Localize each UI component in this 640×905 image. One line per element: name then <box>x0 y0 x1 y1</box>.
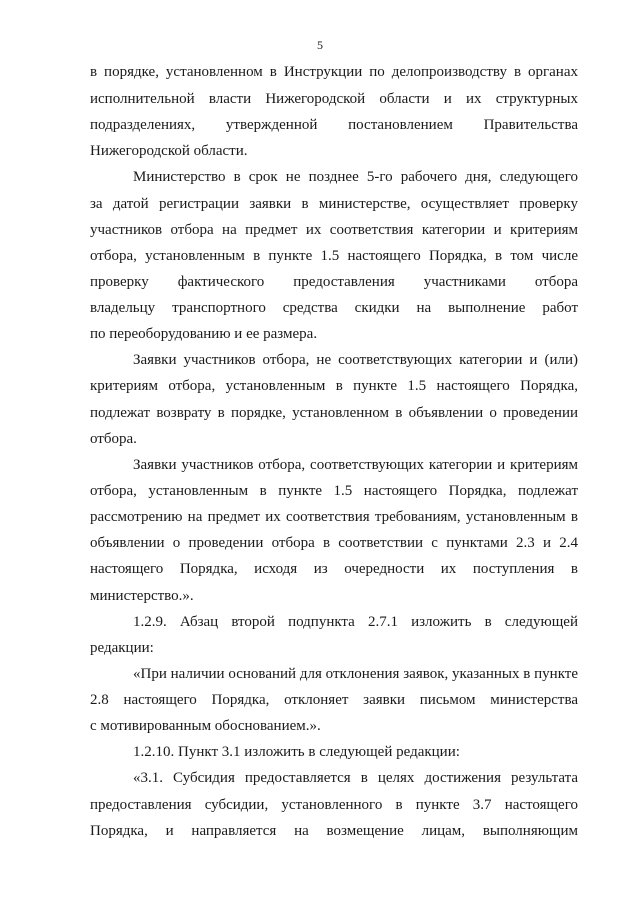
text-line: 1.2.10. Пункт 3.1 изложить в следующей редакции: <box>133 744 460 760</box>
text-line: предоставления субсидии, установленного в пункте 3.7 настоящего <box>90 797 578 813</box>
page-number: 5 <box>317 38 323 52</box>
text-line: 2.8 настоящего Порядка, отклоняет заявки письмом министерства <box>90 692 578 708</box>
text-line: исполнительной власти Нижегородской области и их структурных <box>90 91 578 107</box>
text-line: подлежат возврату в порядке, установленном в объявлении о проведении <box>90 405 578 421</box>
text-line: критериям отбора, установленным в пункте 1.5 настоящего Порядка, <box>90 378 578 394</box>
text-line: с мотивированным обоснованием.». <box>90 718 321 734</box>
text-line: министерство.». <box>90 588 194 604</box>
text-line: участников отбора на предмет их соответствия категории и критериям <box>90 222 578 238</box>
text-line: в порядке, установленном в Инструкции по делопроизводству в органах <box>90 64 578 80</box>
text-line: «При наличии оснований для отклонения заявок, указанных в пункте <box>133 666 578 682</box>
text-line: Министерство в срок не позднее 5-го рабочего дня, следующего <box>133 169 578 185</box>
text-line: Заявки участников отбора, не соответствующих категории и (или) <box>133 352 578 368</box>
text-line: «3.1. Субсидия предоставляется в целях достижения результата <box>133 770 578 786</box>
text-line: подразделениях, утвержденной постановлением Правительства <box>90 117 578 133</box>
text-line: Порядка, и направляется на возмещение лицам, выполняющим <box>90 823 578 839</box>
text-line: отбора, установленным в пункте 1.5 настоящего Порядка, подлежат <box>90 483 578 499</box>
text-line: Заявки участников отбора, соответствующих категории и критериям <box>133 457 578 473</box>
text-line: рассмотрению на предмет их соответствия требованиям, установленным в <box>90 509 578 525</box>
text-line: настоящего Порядка, исходя из очередности их поступления в <box>90 561 578 577</box>
text-line: редакции: <box>90 640 154 656</box>
text-line: Нижегородской области. <box>90 143 248 159</box>
text-line: отбора. <box>90 431 137 447</box>
text-line: по переоборудованию и ее размера. <box>90 326 318 342</box>
text-line: владельцу транспортного средства скидки на выполнение работ <box>90 300 578 316</box>
text-line: 1.2.9. Абзац второй подпункта 2.7.1 изложить в следующей <box>133 614 578 630</box>
text-line: проверку фактического предоставления участниками отбора <box>90 274 578 290</box>
text-line: отбора, установленным в пункте 1.5 настоящего Порядка, в том числе <box>90 248 578 264</box>
text-line: объявлении о проведении отбора в соответствии с пунктами 2.3 и 2.4 <box>90 535 578 551</box>
text-line: за датой регистрации заявки в министерстве, осуществляет проверку <box>90 196 578 212</box>
